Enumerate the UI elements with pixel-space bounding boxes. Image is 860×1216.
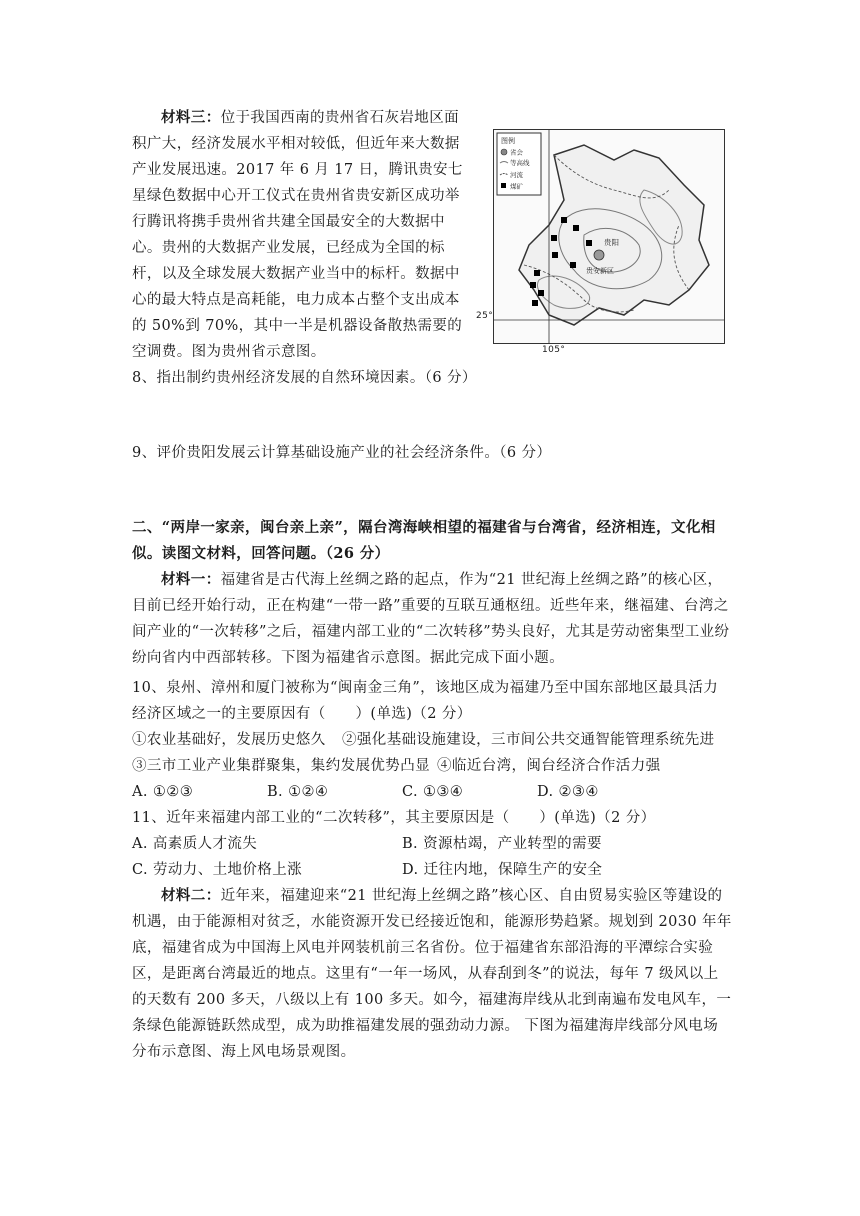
question-11-stem: 11、近年来福建内部工业的“二次转移”，其主要原因是（ ）(单选)（2 分）: [132, 810, 656, 826]
question-11-option-c[interactable]: C. 劳动力、土地价格上涨: [132, 862, 302, 878]
coal-mine-marker: [573, 225, 579, 231]
question-10-item-4: ④临近台湾，闽台经济合作活力强: [437, 758, 661, 774]
material3-paragraph: [132, 105, 472, 365]
question-11-option-b[interactable]: B. 资源枯竭，产业转型的需要: [402, 836, 602, 852]
section2-heading: 二、“两岸一家亲，闽台亲上亲”，隔台湾海峡相望的福建省与台湾省，经济相连，文化相似。读图文材料，回答问题。（26 分）: [132, 519, 716, 562]
question-10-option-a[interactable]: A. ①②③: [132, 784, 194, 800]
longitude-label: 105°: [542, 345, 566, 355]
question-10-stem-line2: 经济区域之一的主要原因有（ ）(单选)（2 分）: [132, 706, 472, 722]
legend-title: 图例: [501, 137, 515, 145]
guiyang-label: 贵阳: [604, 238, 619, 247]
latitude-label: 25°: [476, 311, 494, 321]
question-10-option-c[interactable]: C. ①③④: [402, 784, 464, 800]
material1-text: 福建省是古代海上丝绸之路的起点，作为“21 世纪海上丝绸之路”的核心区，目前已经开始行动，正在构建“一带一路”重要的互联互通枢纽。近些年来，继福建、台湾之间产业的“一次转移”之后，福建内部工业的“二次转移”势头良好，尤其是劳动密集型工业纷纷向省内中西部转移。下图为福建省示意图。据此完成下面小题。: [132, 572, 730, 666]
legend-coal-icon: [501, 183, 506, 188]
material1-paragraph: [132, 567, 732, 671]
material1-label: 材料一：: [161, 571, 221, 588]
question-10-option-d[interactable]: D. ②③④: [537, 784, 599, 800]
question-10-item-3: ③三市工业产业集群聚集，集约发展优势凸显: [132, 758, 430, 774]
material2-label: 材料二：: [161, 887, 221, 904]
coal-mine-marker: [561, 217, 567, 223]
coal-mine-marker: [551, 235, 557, 241]
question-10-stem-line1: 10、泉州、漳州和厦门被称为“闽南金三角”，该地区成为福建乃至中国东部地区最具活力: [132, 680, 719, 696]
coal-mine-marker: [552, 252, 558, 258]
coal-mine-marker: [586, 240, 592, 246]
material3-text: 位于我国西南的贵州省石灰岩地区面积广大，经济发展水平相对较低，但近年来大数据产业发展迅速。2017 年 6 月 17 日，腾讯贵安七星绿色数据中心开工仪式在贵州省贵安新区成功举行腾讯将携手贵州省共建全国最安全的大数据中心。贵州的大数据产业发展，已经成为全国的标杆，以及全球发展大数据产业当中的标杆。数据中心的最大特点是高耗能，电力成本占整个支出成本的 50%到 70%，其中一半是机器设备散热需要的空调费。图为贵州省示意图。: [132, 110, 463, 360]
legend-contour: 等高线: [510, 159, 530, 167]
question-9: 9、评价贵阳发展云计算基础设施产业的社会经济条件。（6 分）: [132, 445, 552, 461]
coal-mine-marker: [538, 290, 544, 296]
province-outline: [519, 145, 709, 325]
question-8: 8、指出制约贵州经济发展的自然环境因素。（6 分）: [132, 370, 477, 386]
coal-mine-marker: [534, 270, 540, 276]
material2-text: 近年来，福建迎来“21 世纪海上丝绸之路”核心区、自由贸易实验区等建设的机遇，由于能源相对贫乏，水能资源开发已经接近饱和，能源形势趋紧。规划到 2030 年年底，福建省成为中国海上风电并网装机前三名省份。位于福建省东部沿海的平潭综合实验区，是距离台湾最近的地点。这里有“一年一场风，从春刮到冬”的说法，每年 7 级风以上的天数有 200 多天，八级以上有 100 多天。如今，福建海岸线从北到南遍布发电风车，一条绿色能源链跃然成型，成为助推福建发展的强劲动力源。 下图为福建海岸线部分风电场分布示意图、海上风电场景观图。: [132, 888, 732, 1060]
guizhou-map: [493, 129, 725, 344]
question-10-option-b[interactable]: B. ①②④: [267, 784, 329, 800]
question-10-item-1: ①农业基础好，发展历史悠久: [132, 732, 326, 748]
legend-river: 河流: [510, 171, 523, 179]
question-11-option-d[interactable]: D. 迁往内地，保障生产的安全: [402, 862, 603, 878]
material3-label: 材料三：: [161, 109, 221, 126]
guiyang-capital-icon: [594, 250, 604, 260]
question-10-item-2: ②强化基础设施建设，三市间公共交通智能管理系统先进: [342, 732, 715, 748]
coal-mine-marker: [532, 300, 538, 306]
guian-label: 贵安新区: [586, 267, 614, 275]
legend-capital: 省会: [510, 148, 523, 157]
coal-mine-marker: [570, 262, 576, 268]
legend-coal: 煤矿: [510, 182, 523, 191]
legend-capital-icon: [501, 149, 507, 155]
coal-mine-marker: [530, 282, 536, 288]
question-11-option-a[interactable]: A. 高素质人才流失: [132, 836, 258, 852]
material2-paragraph: [132, 883, 732, 1065]
